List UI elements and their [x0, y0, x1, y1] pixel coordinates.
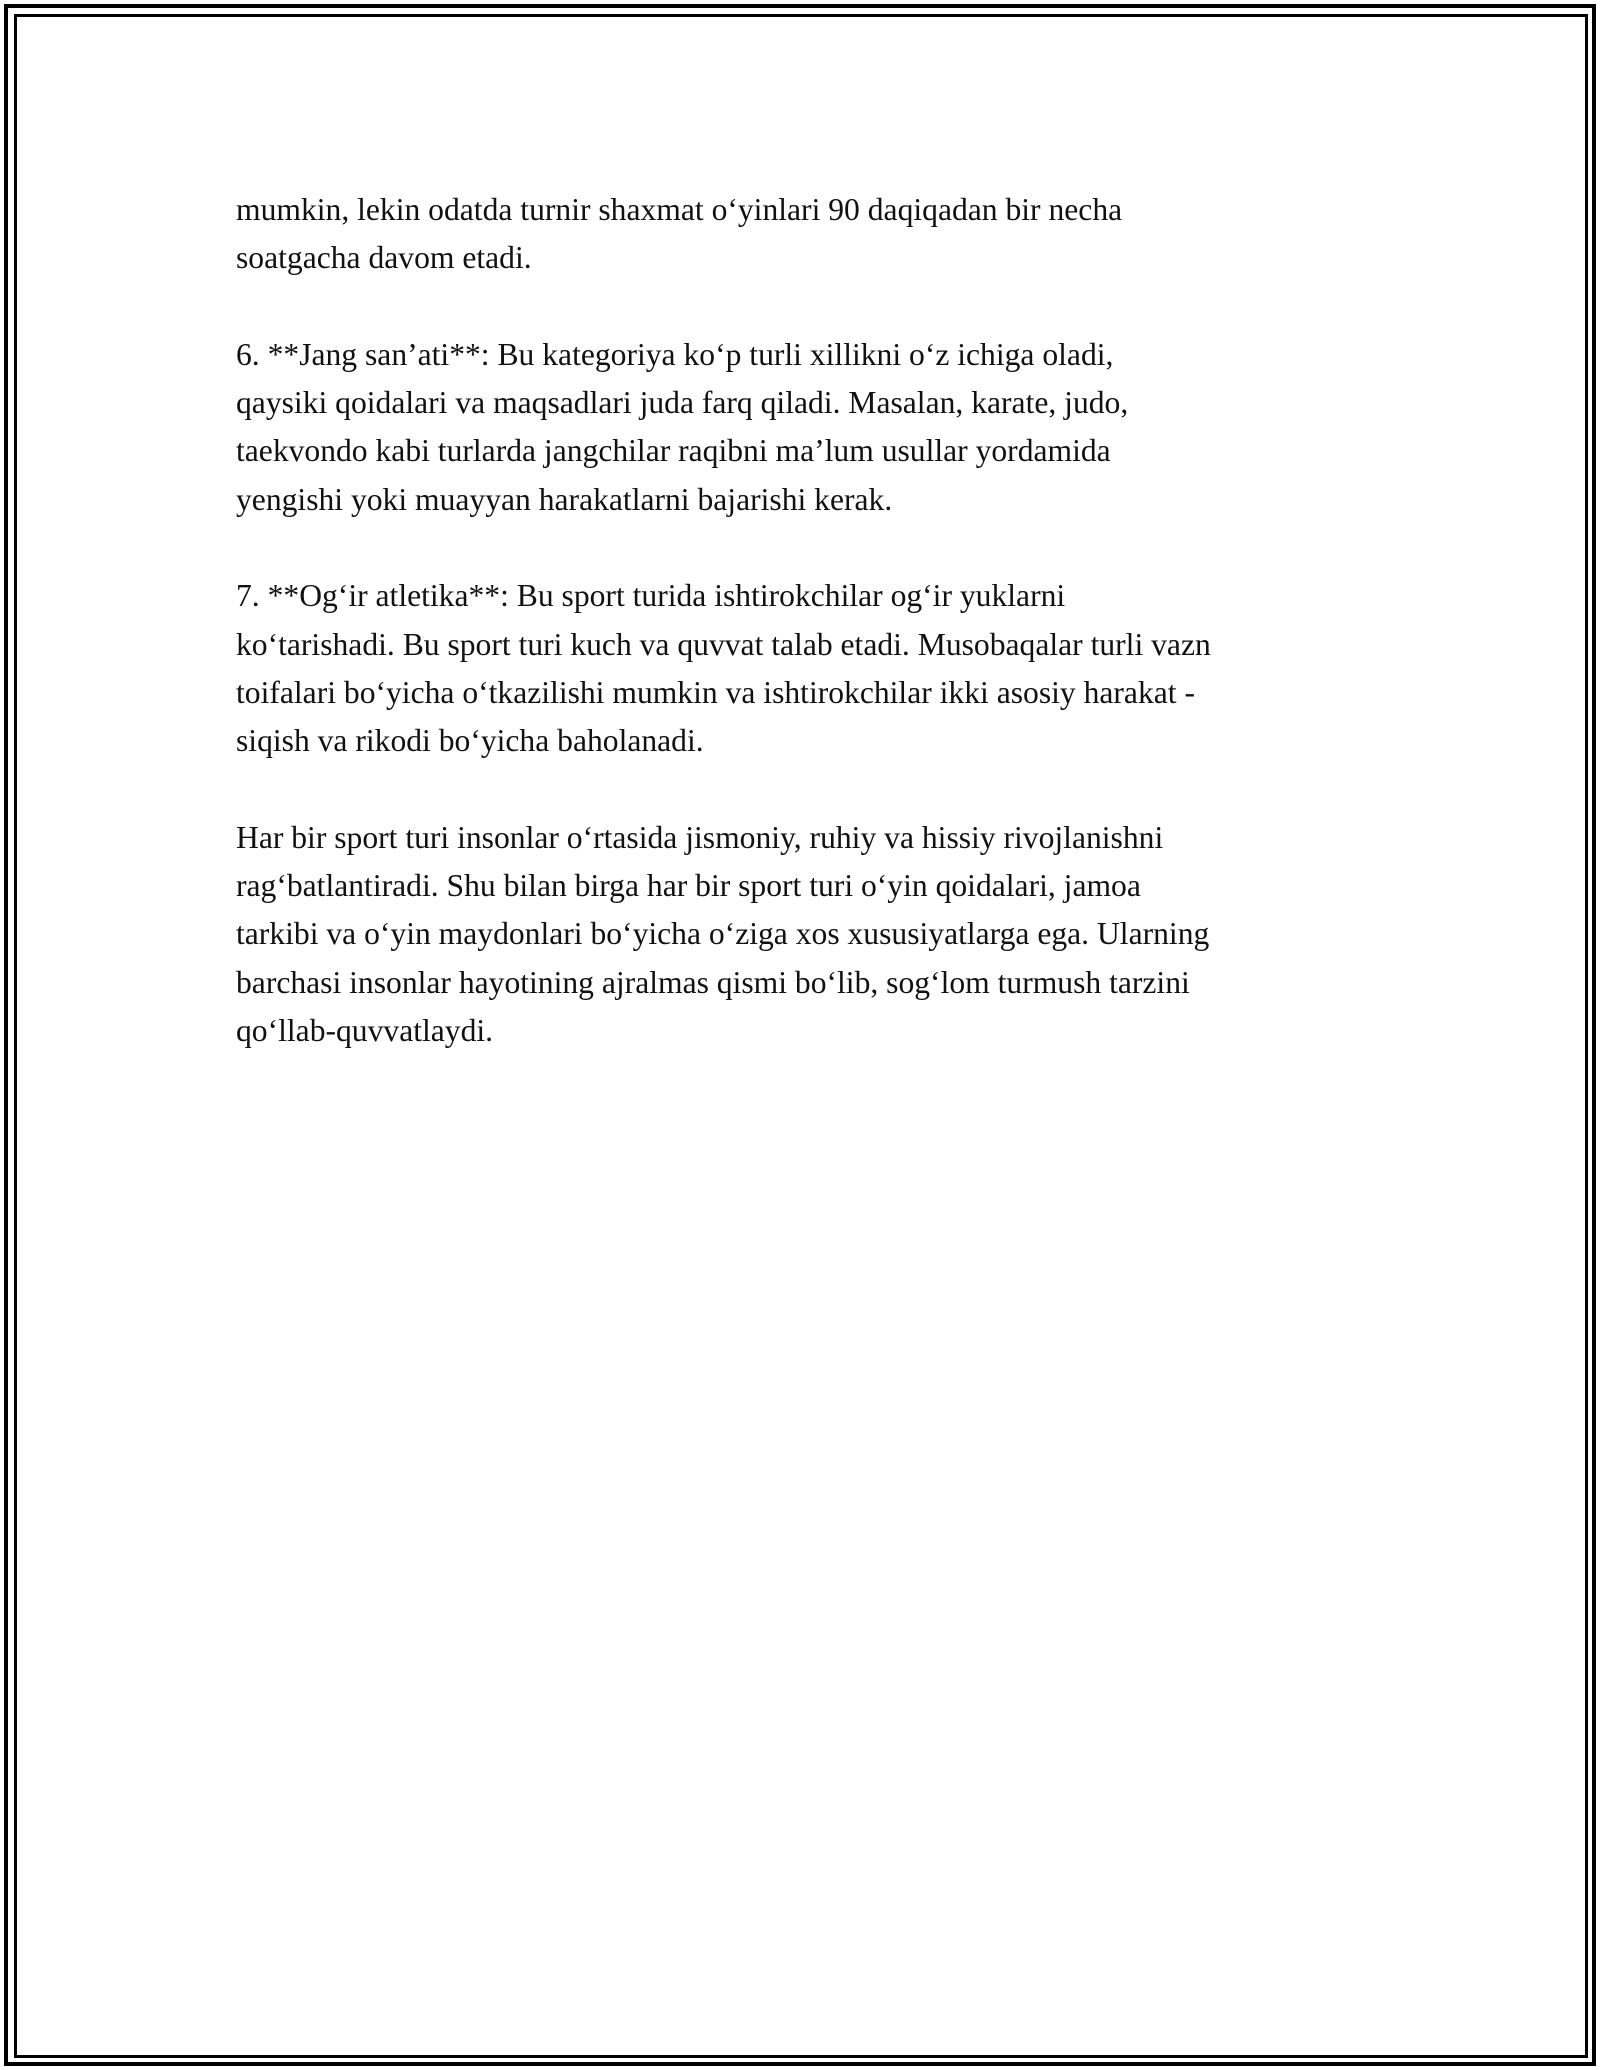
document-body: [236, 186, 1376, 1104]
paragraph-weightlifting: 7. **Og‘ir atletika**: Bu sport turida ishtirokchilar og‘ir yuklarni ko‘tarishadi. Bu sport turi kuch va quvvat talab etadi. Musobaqalar turli vazn toifalari bo‘yicha o‘tkazilishi mumkin va ishtirokchilar ikki asosiy harakat - siqish va rikodi bo‘yicha baholanadi.: [236, 578, 1211, 759]
paragraph-martial-arts: 6. **Jang san’ati**: Bu kategoriya ko‘p turli xillikni o‘z ichiga oladi, qaysiki qoidalari va maqsadlari juda farq qiladi. Masalan, karate, judo, taekvondo kabi turlarda jangchilar raqibni ma’lum usullar yordamida yengishi yoki muayyan harakatlarni bajarishi kerak.: [236, 336, 1129, 517]
paragraph-conclusion: Har bir sport turi insonlar o‘rtasida jismoniy, ruhiy va hissiy rivojlanishni rag‘batlantiradi. Shu bilan birga har bir sport turi o‘yin qoidalari, jamoa tarkibi va o‘yin maydonlari bo‘yicha o‘ziga xos xususiyatlarga ega. Ularning barchasi insonlar hayotining ajralmas qismi bo‘lib, sog‘lom turmush tarzini qo‘llab-quvvatlaydi.: [236, 819, 1210, 1049]
paragraph-continuation: mumkin, lekin odatda turnir shaxmat o‘yinlari 90 daqiqadan bir necha soatgacha davom etadi.: [236, 192, 1123, 276]
